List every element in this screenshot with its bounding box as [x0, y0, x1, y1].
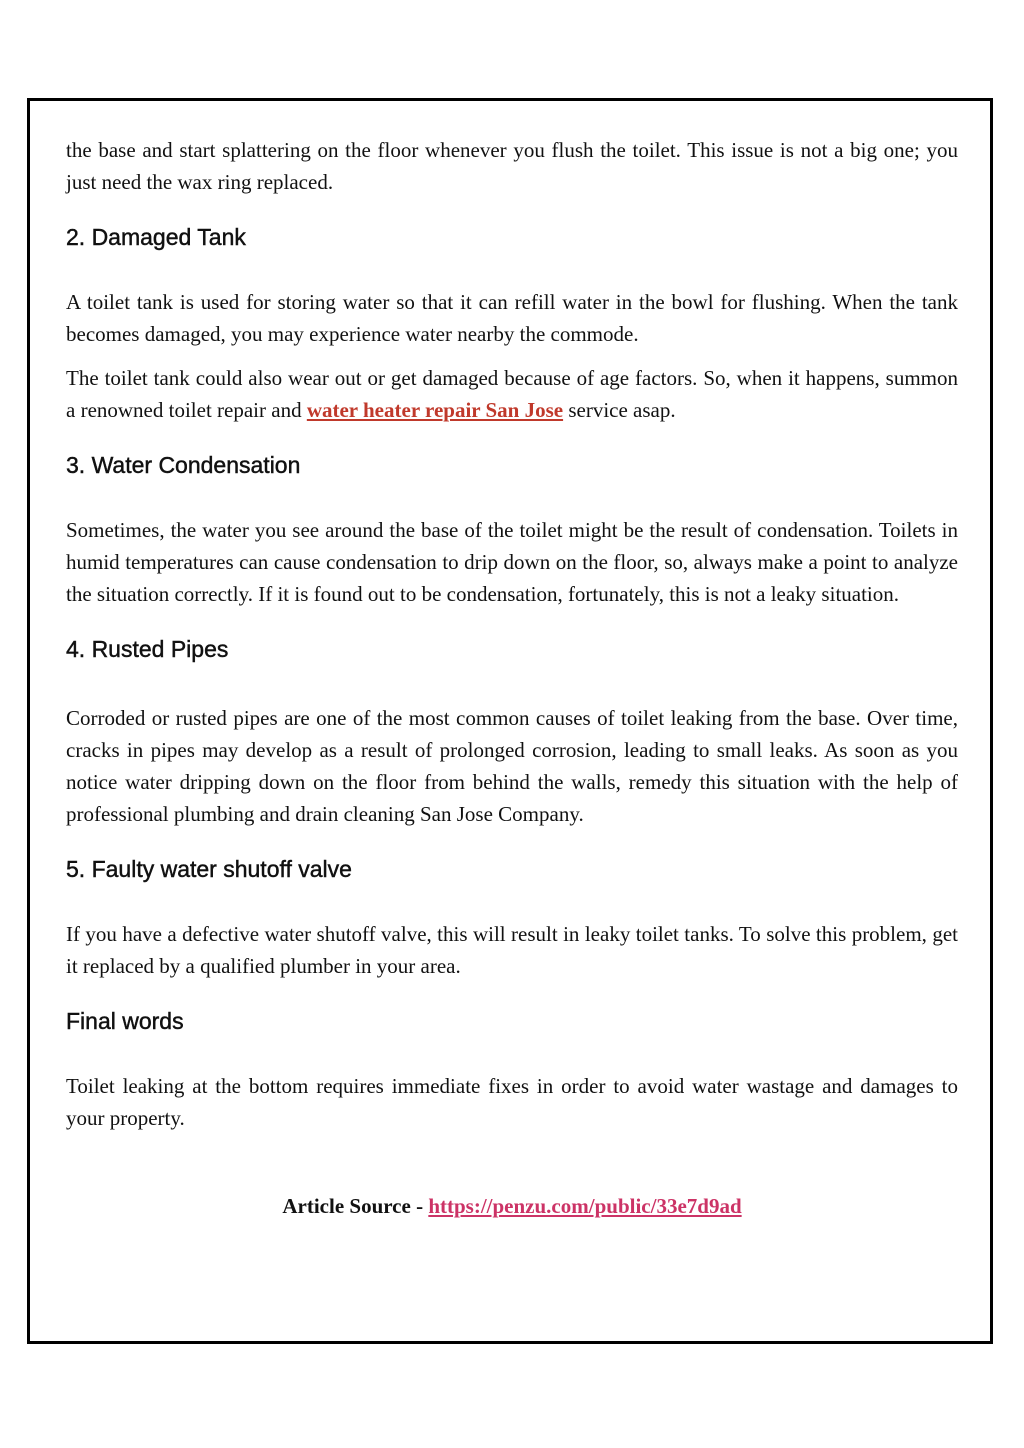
- water-heater-repair-link[interactable]: water heater repair San Jose: [306, 398, 564, 422]
- section-heading-damaged-tank: 2. Damaged Tank: [66, 224, 246, 250]
- article-content: [66, 134, 958, 1222]
- damaged-tank-text-before: The toilet tank could also wear out or get damaged because of age factors. So, when it happens, summon a renowned toilet repair and: [66, 366, 958, 422]
- article-source-link[interactable]: https://penzu.com/public/33e7d9ad: [428, 1194, 742, 1218]
- damaged-tank-paragraph-2: [66, 362, 958, 426]
- article-source-label: Article Source -: [282, 1194, 429, 1218]
- damaged-tank-paragraph-1: A toilet tank is used for storing water so that it can refill water in the bowl for flushing. When the tank becomes damaged, you may experience water nearby the commode.: [66, 290, 958, 346]
- rusted-pipes-paragraph: Corroded or rusted pipes are one of the most common causes of toilet leaking from the base. Over time, cracks in pipes may develop as a result of prolonged corrosion, leading to small leaks. As soon as you notice water dripping down on the floor from behind the walls, remedy this situation with the help of professional plumbing and drain cleaning San Jose Company.: [66, 706, 958, 826]
- water-condensation-paragraph: Sometimes, the water you see around the base of the toilet might be the result of condensation. Toilets in humid temperatures can cause condensation to drip down on the floor, so, always make a point to analyze the situation correctly. If it is found out to be condensation, fortunately, this is not a leaky situation.: [66, 518, 958, 606]
- section-heading-final-words: Final words: [66, 1008, 184, 1034]
- final-words-paragraph: Toilet leaking at the bottom requires immediate fixes in order to avoid water wastage and damages to your property.: [66, 1074, 958, 1130]
- faulty-valve-paragraph: If you have a defective water shutoff valve, this will result in leaky toilet tanks. To solve this problem, get it replaced by a qualified plumber in your area.: [66, 922, 958, 978]
- damaged-tank-text-after: service asap.: [563, 398, 676, 422]
- article-source: [66, 1190, 958, 1222]
- section-heading-faulty-valve: 5. Faulty water shutoff valve: [66, 856, 352, 882]
- section-heading-water-condensation: 3. Water Condensation: [66, 452, 301, 478]
- section-heading-rusted-pipes: 4. Rusted Pipes: [66, 636, 229, 662]
- intro-paragraph: the base and start splattering on the floor whenever you flush the toilet. This issue is not a big one; you just need the wax ring replaced.: [66, 138, 958, 194]
